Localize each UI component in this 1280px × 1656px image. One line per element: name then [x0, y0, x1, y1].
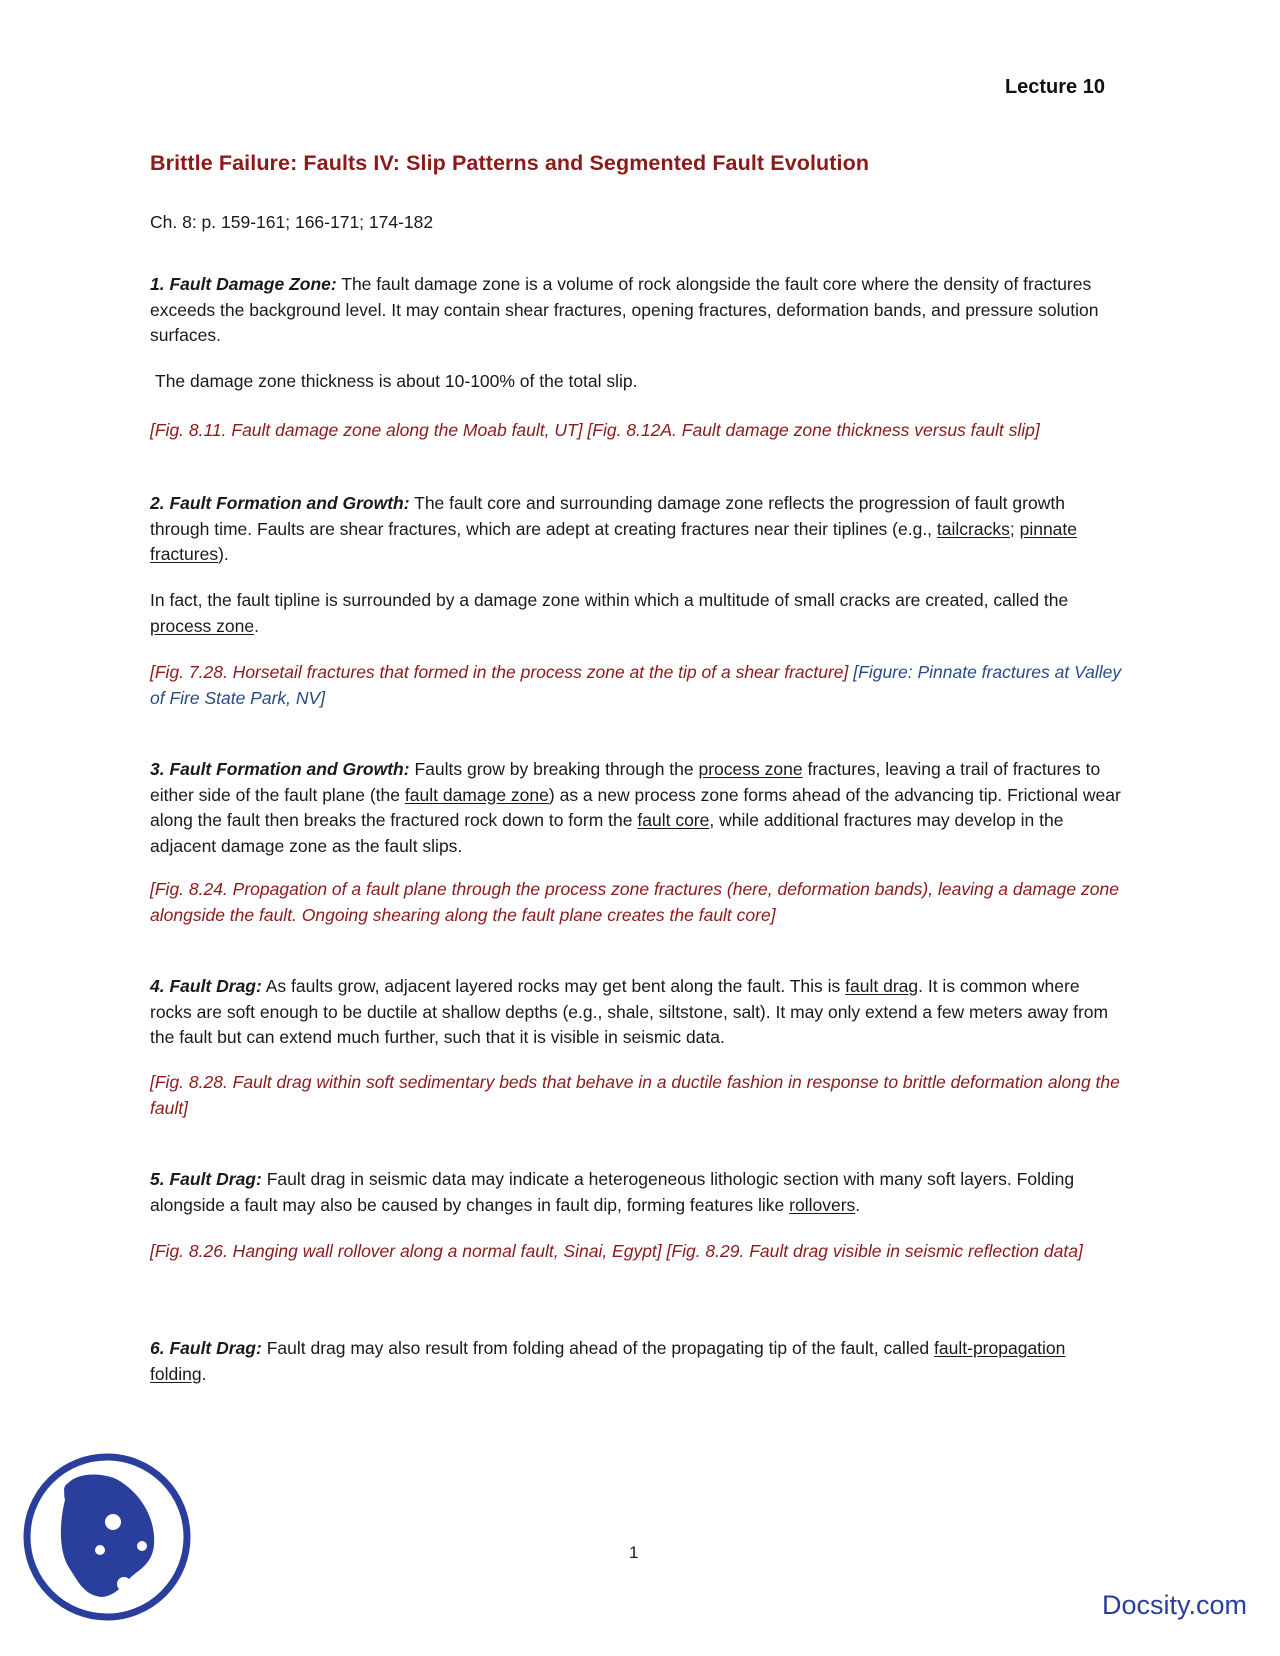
- term-link: process zone: [150, 615, 255, 636]
- figure-reference: [150, 1070, 1125, 1121]
- section-fault-formation-growth: [150, 491, 1125, 568]
- figure-caption: [Fig. 8.28. Fault drag within soft sedimentary beds that behave in a ductile fashion in response to brittle deformation along the fault]: [150, 1072, 1120, 1118]
- paragraph-text: . It is common where rocks are soft enough to be ductile at shallow depths (e.g., shale, siltstone, salt). It may only extend a few meters away from the fault but can extend much further, such that it is visible in seismic data.: [150, 976, 1109, 1047]
- figure-caption: [Fig. 8.11. Fault damage zone along the Moab fault, UT] [Fig. 8.12A. Fault damage zone thickness versus fault slip]: [150, 420, 1040, 440]
- paragraph-text: .: [855, 1194, 861, 1215]
- damage-zone-note: [150, 369, 1130, 395]
- term-link: tailcracks: [936, 518, 1010, 539]
- figure-reference: [150, 660, 1125, 711]
- paragraph-text: .: [254, 615, 259, 636]
- chapter-reference: Ch. 8: p. 159-161; 166-171; 174-182: [150, 212, 434, 232]
- paragraph-text: ;: [1009, 518, 1020, 539]
- paragraph: [150, 1167, 1125, 1218]
- section-label: 4. Fault Drag:: [150, 976, 262, 996]
- figure-caption-text: [Figure: Pinnate fractures at Valley of Fire State Park, NV]: [150, 662, 1122, 708]
- paragraph-text: As faults grow, adjacent layered rocks may get bent along the fault. This is: [261, 976, 846, 996]
- section-label: 2. Fault Formation and Growth:: [150, 493, 410, 513]
- section-label: 3. Fault Formation and Growth:: [150, 759, 410, 779]
- paragraph-text: ).: [218, 544, 229, 564]
- paragraph-text: Fault drag in seismic data may indicate a heterogeneous lithologic section with many soft layers. Folding alongside a fault may also be caused by changes in fault dip, forming features like: [150, 1169, 1075, 1215]
- page-title: Brittle Failure: Faults IV: Slip Patterns and Segmented Fault Evolution: [150, 151, 870, 175]
- lecture-number: Lecture 10: [1004, 76, 1105, 98]
- paragraph: [150, 491, 1125, 568]
- brand-link[interactable]: Docsity.com: [1102, 1590, 1248, 1620]
- paragraph-text: .: [201, 1363, 207, 1384]
- term-link: fault-propagation folding: [150, 1338, 1066, 1384]
- page-number: 1: [629, 1543, 639, 1562]
- paragraph-text: fractures, leaving a trail of fractures to either side of the fault plane (the: [150, 759, 1101, 805]
- paragraph: [150, 272, 1125, 349]
- section-fault-damage-zone: [150, 272, 1125, 349]
- figure-caption-text: [Fig. 7.28. Horsetail fractures that formed in the process zone at the tip of a shear fracture]: [150, 662, 849, 682]
- section-fault-drag-seismic: [150, 1167, 1125, 1218]
- paragraph-text: Fault drag may also result from folding ahead of the propagating tip of the fault, called: [261, 1338, 935, 1358]
- figure-caption: [Fig. 8.26. Hanging wall rollover along a normal fault, Sinai, Egypt] [Fig. 8.29. Fault drag visible in seismic reflection data]: [150, 1241, 1083, 1261]
- paragraph-text: The fault damage zone is a volume of rock alongside the fault core where the density of fractures exceeds the background level. It may contain shear fractures, opening fractures, deformation bands, and pressure solution surfaces.: [150, 274, 1099, 345]
- term-link: fault core: [637, 810, 710, 830]
- section-fault-drag: [150, 974, 1125, 1051]
- paragraph-text: The fault core and surrounding damage zone reflects the progression of fault growth through time. Faults are shear fractures, which are adept at creating fractures near their tiplines (e.g.,: [150, 493, 1065, 539]
- figure-reference: [150, 418, 1125, 444]
- paragraph: [150, 588, 1125, 639]
- section-fault-drag-propagation: [150, 1336, 1125, 1387]
- figure-reference: [150, 1239, 1125, 1265]
- term-link: rollovers: [789, 1194, 856, 1215]
- term-link: pinnate fractures: [150, 518, 1078, 564]
- figure-caption: [Fig. 8.24. Propagation of a fault plane through the process zone fractures (here, deformation bands), leaving a damage zone alongside the fault. Ongoing shearing along the fault plane creates the fault core]: [150, 879, 1119, 925]
- figure-reference: [150, 877, 1125, 928]
- paragraph: [150, 974, 1125, 1051]
- paragraph-text: Faults grow by breaking through the: [409, 759, 699, 779]
- docsity-logo-icon[interactable]: [20, 1450, 195, 1625]
- term-link: fault damage zone: [404, 784, 549, 805]
- figure-caption: [150, 660, 1125, 711]
- paragraph-text: , while additional fractures may develop in the adjacent damage zone as the fault slips.: [150, 810, 1064, 856]
- term-link: fault drag: [845, 976, 919, 996]
- paragraph: [150, 1336, 1125, 1387]
- section-label: 5. Fault Drag:: [150, 1169, 262, 1189]
- paragraph-text: In fact, the fault tipline is surrounded by a damage zone within which a multitude of small cracks are created, called the: [150, 590, 1069, 610]
- section-fault-growth-process: [150, 757, 1125, 859]
- process-zone-paragraph: [150, 588, 1125, 639]
- paragraph-text: The damage zone thickness is about 10-100% of the total slip.: [155, 371, 638, 391]
- section-label: 1. Fault Damage Zone:: [150, 274, 337, 294]
- paragraph: [150, 757, 1125, 859]
- term-link: process zone: [698, 759, 803, 779]
- section-label: 6. Fault Drag:: [150, 1338, 262, 1358]
- paragraph-text: ) as a new process zone forms ahead of the advancing tip. Frictional wear along the fault then breaks the fractured rock down to form the: [150, 784, 1121, 830]
